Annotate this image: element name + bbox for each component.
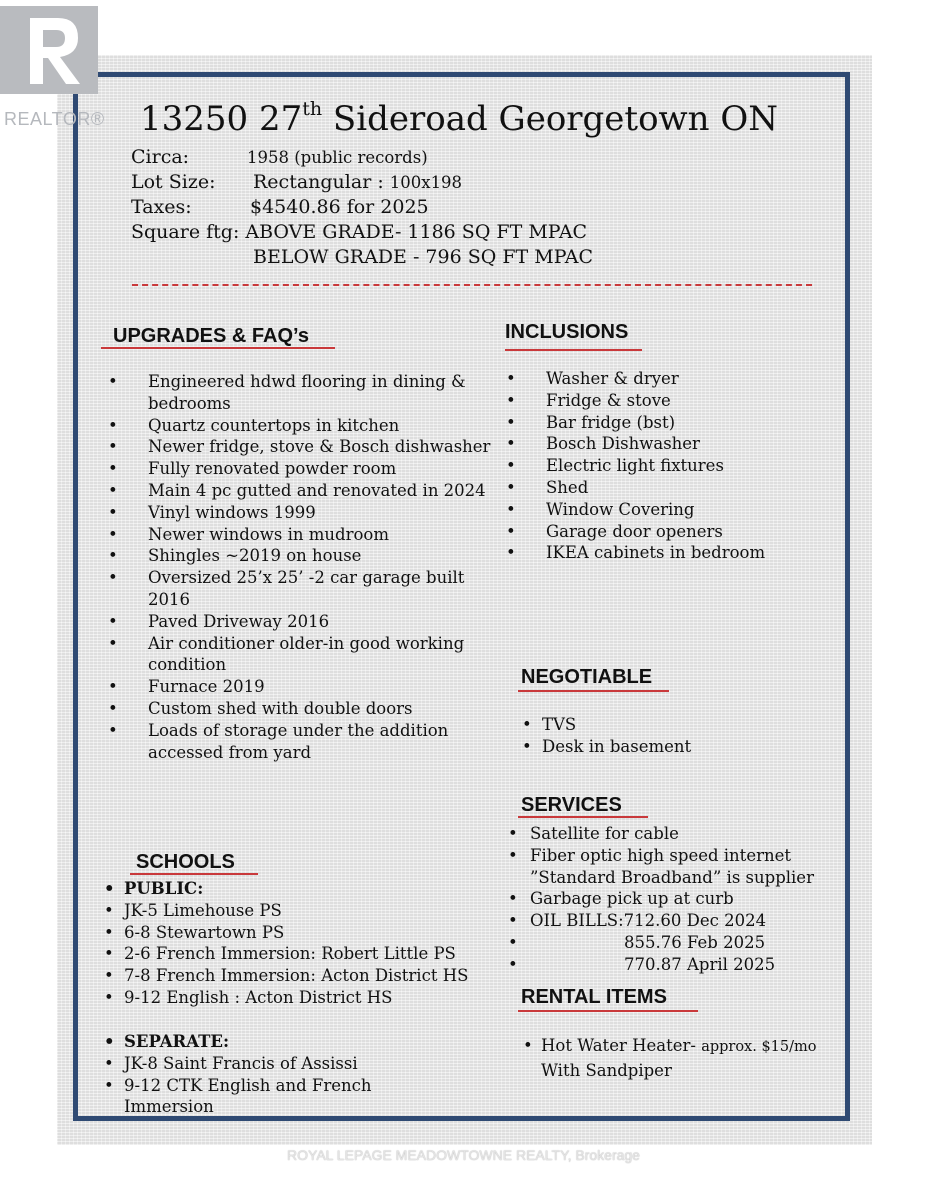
list-item: • Washer & dryer (506, 369, 679, 388)
inclusions-heading: INCLUSIONS (505, 321, 629, 343)
list-item: • 855.76 Feb 2025 (508, 932, 766, 952)
list-item: • IKEA cabinets in bedroom (506, 543, 766, 563)
negotiable-list (522, 714, 832, 758)
upgrades-underline (101, 347, 335, 349)
circa-label: Circa: (131, 146, 190, 168)
list-item: • Shed (506, 477, 589, 497)
list-item: • 2-6 French Immersion: Robert Little PS (104, 944, 456, 964)
list-item: • JK-8 Saint Francis of Assissi (104, 1053, 358, 1073)
schools-separate-list (104, 1031, 424, 1118)
rental-item: • Hot Water Heater- approx. $15/mo With Sandpiper (523, 1036, 817, 1080)
taxes-value: $4540.86 for 2025 (250, 196, 429, 218)
upgrades-heading: UPGRADES & FAQ’s (113, 325, 309, 347)
list-item: • Main 4 pc gutted and renovated in 2024 (108, 480, 486, 500)
list-item: • Newer windows in mudroom (108, 524, 389, 544)
list-item: • Furnace 2019 (108, 677, 265, 697)
list-item: • Engineered hdwd flooring in dining & bedrooms (108, 372, 466, 413)
list-item: • Window Covering (506, 499, 695, 519)
rental-heading: RENTAL ITEMS (521, 986, 667, 1008)
list-item: • PUBLIC: (104, 879, 204, 898)
sqft-below: BELOW GRADE - 796 SQ FT MPAC (253, 246, 593, 268)
schools-underline (130, 873, 258, 875)
list-item: • 9-12 English : Acton District HS (104, 987, 393, 1007)
list-item: • SEPARATE: (104, 1032, 230, 1051)
list-item: • Garage door openers (506, 521, 723, 541)
list-item: • Custom shed with double doors (108, 698, 413, 718)
list-item: • Satellite for cable (508, 824, 679, 843)
list-item: • 6-8 Stewartown PS (104, 922, 285, 942)
list-item: • Quartz countertops in kitchen (108, 415, 400, 435)
list-item: • 9-12 CTK English and French Immersion (104, 1075, 372, 1117)
list-item: • OIL BILLS:712.60 Dec 2024 (508, 911, 767, 931)
lot-value: Rectangular : 100x198 (253, 171, 463, 193)
list-item: • JK-5 Limehouse PS (104, 900, 282, 920)
services-heading: SERVICES (521, 794, 622, 816)
list-item: • Electric light fixtures (506, 456, 724, 476)
rental-underline (518, 1010, 698, 1012)
list-item: • Fridge & stove (506, 390, 671, 410)
list-item: • Fiber optic high speed internet ”Standard Broadband” is supplier (508, 845, 814, 887)
list-item: • Bosch Dishwasher (506, 434, 700, 454)
list-item: • Air conditioner older-in good working condition (108, 633, 465, 675)
inclusions-underline (505, 349, 642, 351)
negotiable-heading: NEGOTIABLE (521, 666, 653, 688)
circa-value: 1958 (public records) (247, 148, 428, 167)
upgrades-list (108, 371, 493, 763)
list-item: • Fully renovated powder room (108, 459, 397, 479)
negotiable-underline (518, 690, 669, 692)
services-underline (518, 816, 648, 818)
page-title: 13250 27th Sideroad Georgetown ON (140, 98, 778, 139)
schools-public-list (104, 878, 504, 1009)
list-item: • Garbage pick up at curb (508, 889, 734, 909)
lot-label: Lot Size: (131, 171, 216, 193)
list-item: • Vinyl windows 1999 (108, 502, 316, 522)
list-item: • Desk in basement (522, 736, 692, 756)
brokerage-footer: ROYAL LEPAGE MEADOWTOWNE REALTY, Brokerage (287, 1147, 640, 1163)
list-item: • Oversized 25’x 25’ -2 car garage built 2016 (108, 568, 465, 609)
realtor-r-icon (0, 6, 98, 94)
list-item: • 770.87 April 2025 (508, 954, 776, 974)
list-item: • Bar fridge (bst) (506, 412, 676, 432)
list-item: • Shingles ~2019 on house (108, 546, 362, 566)
inclusions-list (506, 368, 836, 564)
realtor-wordmark: REALTOR® (4, 109, 105, 129)
list-item: • TVS (522, 715, 577, 734)
taxes-label: Taxes: (131, 196, 192, 218)
services-list (508, 823, 840, 976)
sqft-above: Square ftg: ABOVE GRADE- 1186 SQ FT MPAC (131, 221, 588, 243)
list-item: • Loads of storage under the addition accessed from yard (108, 720, 449, 762)
section-divider (132, 284, 812, 286)
list-item: • Paved Driveway 2016 (108, 611, 330, 631)
list-item: • 7-8 French Immersion: Acton District HS (104, 966, 469, 986)
list-item: • Newer fridge, stove & Bosch dishwasher (108, 437, 491, 457)
schools-heading: SCHOOLS (136, 851, 235, 873)
